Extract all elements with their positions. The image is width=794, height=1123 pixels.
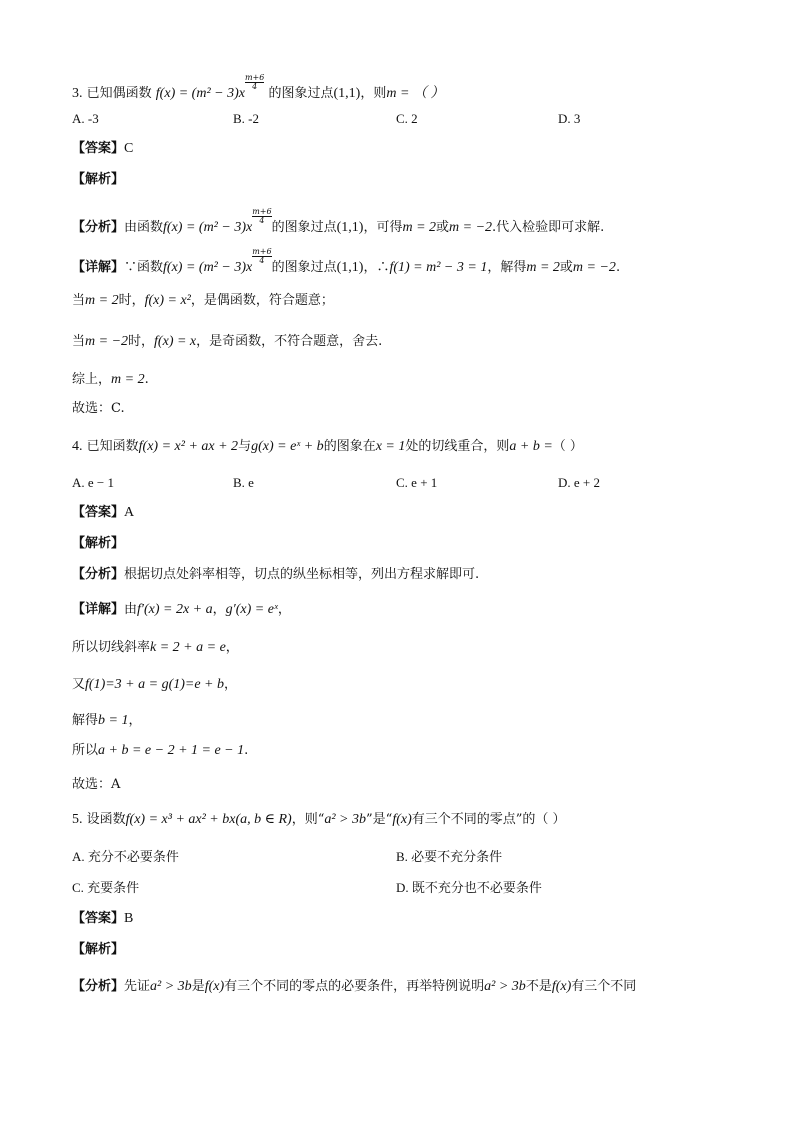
q4-line-5: 所以a + b = e − 2 + 1 = e − 1. xyxy=(72,743,249,758)
q3-fenxi: 【分析】由函数f(x) = (m² − 3)x $\frac{m+6}{4}$ 的图象过点(1,1)，可得m = 2或m = −2.代入检验即可求解. xyxy=(72,207,605,235)
q3-option-d: D. 3 xyxy=(558,111,581,126)
q3-stem-post: ，则 xyxy=(360,86,387,101)
q3-option-b: B. -2 xyxy=(233,111,259,126)
q3-point: (1,1) xyxy=(333,86,361,101)
q3-analysis-heading: 【解析】 xyxy=(72,172,125,187)
q4-fenxi: 【分析】根据切点处斜率相等，切点的纵坐标相等，列出方程求解即可. xyxy=(72,567,480,582)
q4-option-c: C. e + 1 xyxy=(396,475,438,490)
q3-case-2: 当m = −2时，f(x) = x，是奇函数，不符合题意，舍去. xyxy=(72,334,383,349)
q4-choose: 故选：A xyxy=(72,777,121,792)
q3-case-1: 当m = 2时，f(x) = x²，是偶函数，符合题意； xyxy=(72,293,334,308)
q4-line-2: 所以切线斜率k = 2 + a = e， xyxy=(72,640,239,655)
q5-option-d: D. 既不充分也不必要条件 xyxy=(396,880,542,895)
q4-option-a: A. e − 1 xyxy=(72,475,114,490)
q5-option-b: B. 必要不充分条件 xyxy=(396,849,503,864)
answer-label: 【答案】 xyxy=(72,141,125,156)
q5-analysis-heading: 【解析】 xyxy=(72,942,125,957)
q5-option-a: A. 充分不必要条件 xyxy=(72,849,179,864)
q5-answer: 【答案】B xyxy=(72,911,134,926)
q5-stem: 5. 设函数f(x) = x³ + ax² + bx(a, b ∈ R)，则“a² > 3b”是“f(x)有三个不同的零点”的（ ） xyxy=(72,812,566,827)
q4-line-4: 解得b = 1， xyxy=(72,713,142,728)
q3-function: f(x) = (m² − 3)x xyxy=(155,86,245,101)
q5-fenxi: 【分析】先证a² > 3b是f(x)有三个不同的零点的必要条件，再举特例说明a² > 3b不是f(x)有三个不同 xyxy=(72,979,637,994)
q3-xiangjie: 【详解】∵函数f(x) = (m² − 3)x $\frac{m+6}{4}$ 的图象过点(1,1)，∴f(1) = m² − 3 = 1，解得m = 2或m = −2. xyxy=(72,247,621,275)
q5-option-c: C. 充要条件 xyxy=(72,880,140,895)
q3-exponent: $\frac{m+6}{4}$ xyxy=(244,73,265,91)
q3-stem-pre: 已知偶函数 xyxy=(86,86,152,101)
q3-answer-value: C xyxy=(124,141,134,156)
q3-stem xyxy=(72,74,444,104)
q3-stem-end: m = （ ） xyxy=(386,86,445,101)
q3-stem-mid: 的图象过点 xyxy=(268,86,334,101)
q3-option-a: A. -3 xyxy=(72,111,99,126)
q3-option-c: C. 2 xyxy=(396,111,418,126)
q4-answer: 【答案】A xyxy=(72,505,135,520)
q4-option-d: D. e + 2 xyxy=(558,475,600,490)
q3-number: 3. xyxy=(72,86,83,101)
q4-stem: 4. 已知函数f(x) = x² + ax + 2与g(x) = eˣ + b的图象在x = 1处的切线重合，则a + b =（ ） xyxy=(72,439,583,454)
q3-summary: 综上，m = 2. xyxy=(72,372,149,387)
q4-option-b: B. e xyxy=(233,475,254,490)
q3-answer xyxy=(72,139,133,159)
q3-choose: 故选：C. xyxy=(72,401,125,416)
q4-xiangjie: 【详解】由f′(x) = 2x + a，g′(x) = eˣ， xyxy=(72,602,291,617)
q4-analysis-heading: 【解析】 xyxy=(72,536,125,551)
q4-line-3: 又f(1)=3 + a = g(1)=e + b， xyxy=(72,677,238,692)
